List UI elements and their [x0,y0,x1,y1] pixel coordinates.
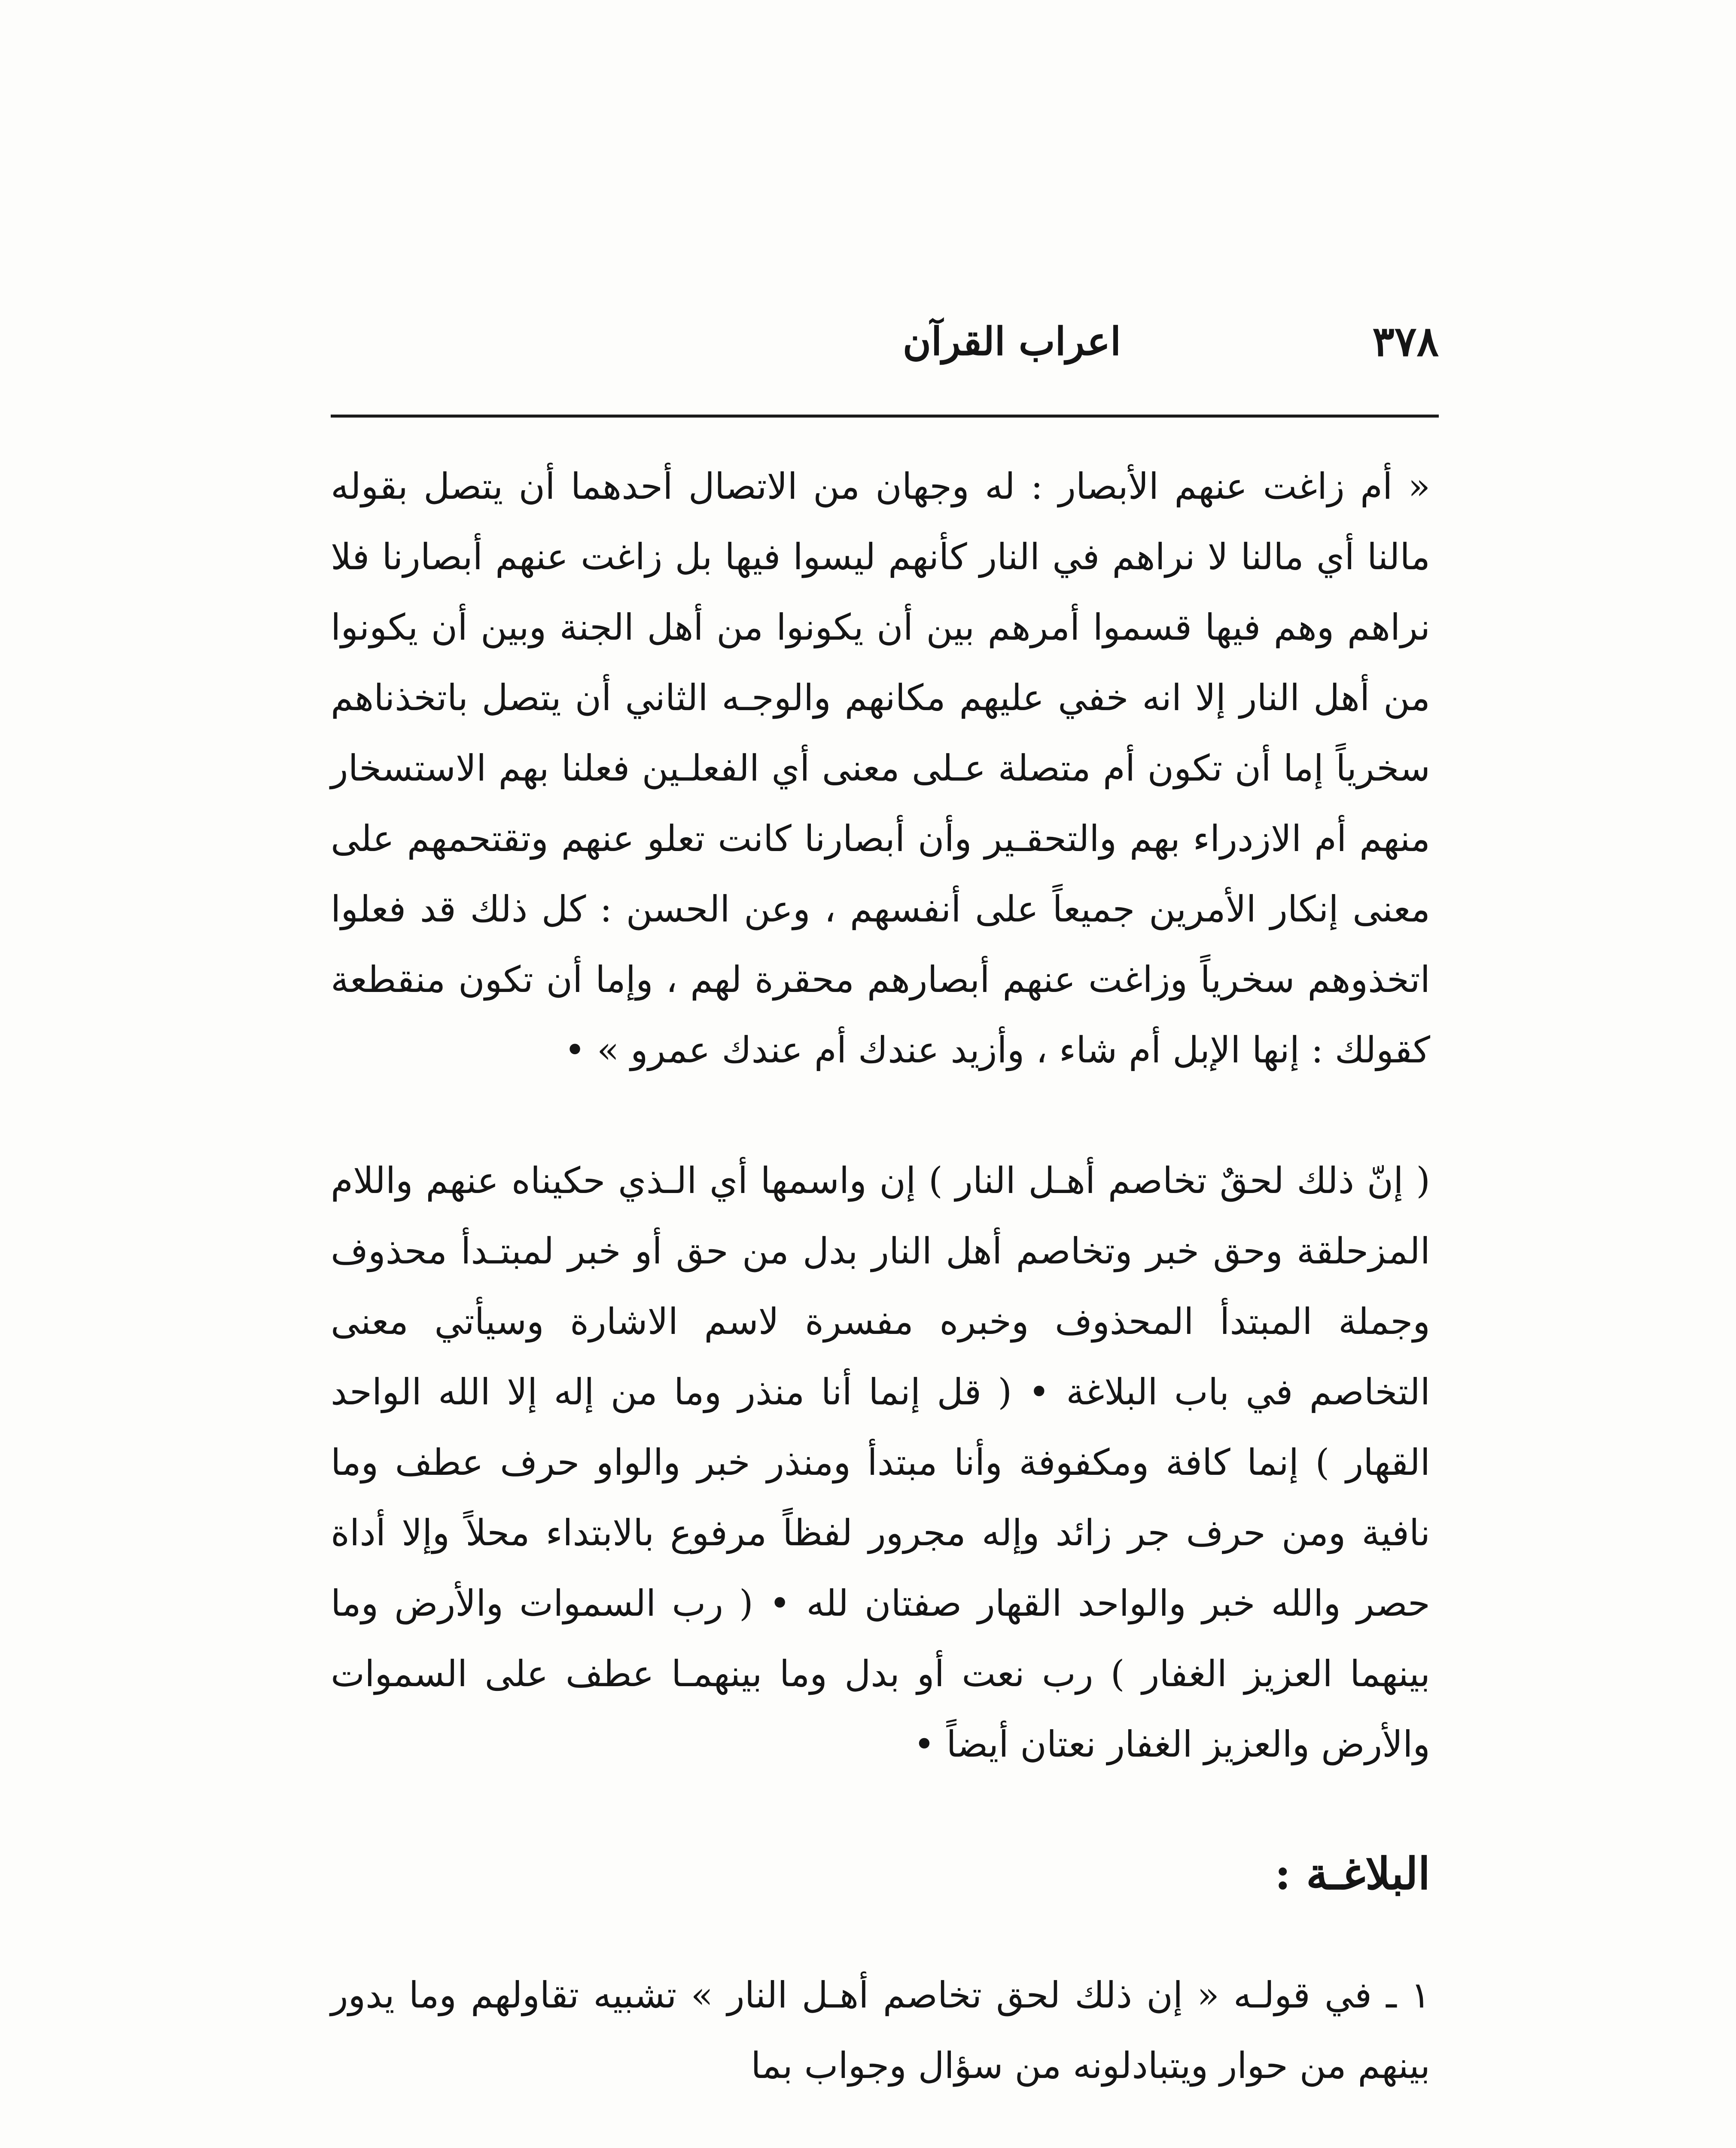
page-body [331,451,1430,2148]
header-divider [331,415,1439,418]
paragraph-grammar-analysis: ( إنّ ذلك لحقٌ تخاصم أهـل النار ) إن واسمها أي الـذي حكيناه عنهم واللام المزحلقة وحق خبر وتخاصم أهل النار بدل من حق أو خبر لمبتـدأ محذوف وجملة المبتدأ المحذوف وخبره مفسرة لاسم الاشارة وسيأتي معنى التخاصم في باب البلاغة • ( قل إنما أنا منذر وما من إله إلا الله الواحد القهار ) إنما كافة ومكفوفة وأنا مبتدأ ومنذر خبر والواو حرف عطف وما نافية ومن حرف جر زائد وإله مجرور لفظاً مرفوع بالابتداء محلاً وإلا أداة حصر والله خبر والواحد القهار صفتان لله • ( رب السموات والأرض وما بينهما العزيز الغفار ) رب نعت أو بدل وما بينهمـا عطف على السموات والأرض والعزيز الغفار نعتان أيضاً • [331,1159,1431,1765]
page-number: ٣٧٨ [1372,317,1439,366]
paragraph-rhetoric-point: ١ ـ في قولـه « إن ذلك لحق تخاصم أهـل النار » تشبيه تقاولهم وما يدور بينهم من حوار ويتبادلونه من سؤال وجواب بما [331,1974,1430,2087]
section-heading-rhetoric: البلاغـة : [1274,1848,1430,1900]
paragraph-quotation: « أم زاغت عنهم الأبصار : له وجهان من الاتصال أحدهما أن يتصل بقوله مالنا أي مالنا لا نراهم في النار كأنهم ليسوا فيها بل زاغت عنهم أبصارنا فلا نراهم وهم فيها قسموا أمرهم بين أن يكونوا من أهل الجنة وبين أن يكونوا من أهل النار إلا انه خفي عليهم مكانهم والوجـه الثاني أن يتصل باتخذناهم سخرياً إما أن تكون أم متصلة عـلى معنى أي الفعلـين فعلنا بهم الاستسخار منهم أم الازدراء بهم والتحقـير وأن أبصارنا كانت تعلو عنهم وتقتحمهم على معنى إنكار الأمرين جميعاً على أنفسهم ، وعن الحسن : كل ذلك قد فعلوا اتخذوهم سخرياً وزاغت عنهم أبصارهم محقرة لهم ، وإما أن تكون منقطعة كقولك : إنها الإبل أم شاء ، وأزيد عندك أم عندك عمرو » • [331,465,1430,1071]
page-header [331,309,1439,391]
running-title: اعراب القرآن [902,319,1121,364]
